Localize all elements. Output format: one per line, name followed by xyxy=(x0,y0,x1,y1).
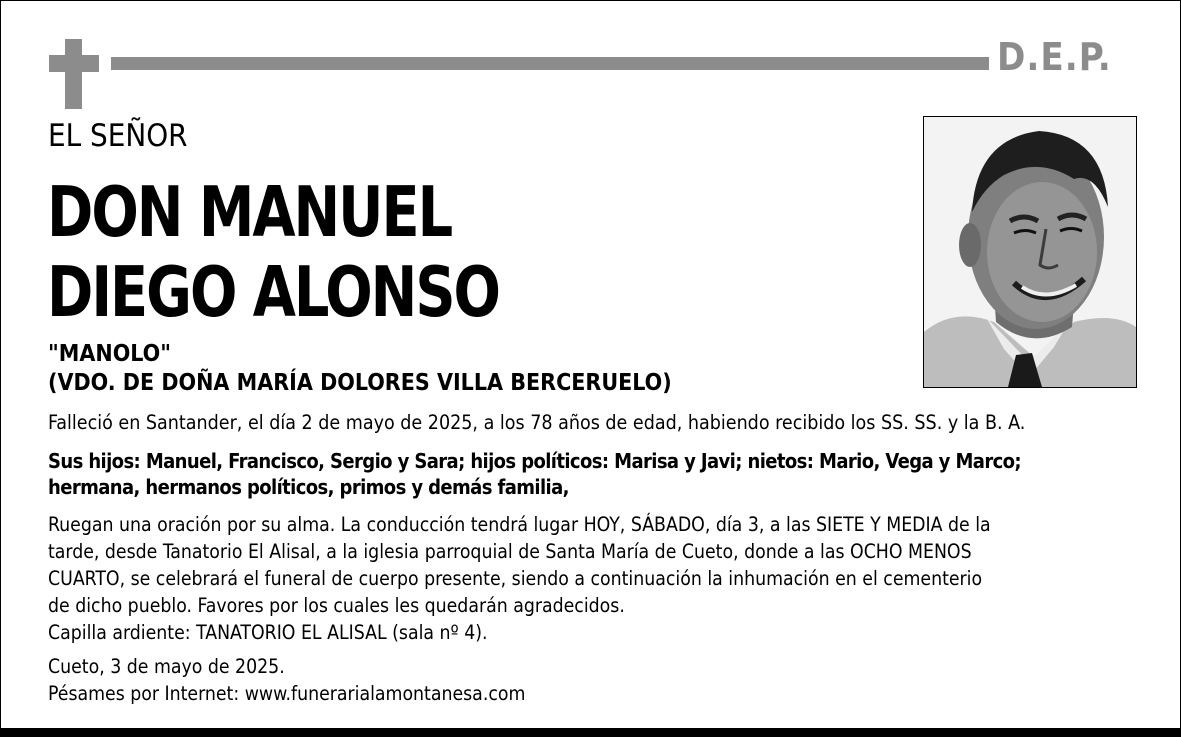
deceased-name-line1: DON MANUEL xyxy=(47,171,452,253)
funeral-line4: de dicho pueblo. Favores por los cuales les quedarán agradecidos. xyxy=(48,594,625,617)
funeral-line1: Ruegan una oración por su alma. La conducción tendrá lugar HOY, SÁBADO, día 3, a las SIETE Y MEDIA de la xyxy=(48,513,991,536)
family-line1: Sus hijos: Manuel, Francisco, Sergio y Sara; hijos políticos: Marisa y Javi; nietos: Mario, Vega y Marco; xyxy=(48,449,1022,473)
funeral-line2: tarde, desde Tanatorio El Alisal, a la iglesia parroquial de Santa María de Cueto, donde a las OCHO MENOS xyxy=(48,540,972,563)
widow-of: (VDO. DE DOÑA MARÍA DOLORES VILLA BERCERUELO) xyxy=(48,370,672,396)
nickname: "MANOLO" xyxy=(48,341,172,367)
deceased-name-line2: DIEGO ALONSO xyxy=(47,251,499,333)
bottom-rule xyxy=(1,728,1181,736)
funeral-line3: CUARTO, se celebrará el funeral de cuerpo presente, siendo a continuación la inhumación en el cementerio xyxy=(48,567,983,590)
death-notice: Falleció en Santander, el día 2 de mayo de 2025, a los 78 años de edad, habiendo recibido los SS. SS. y la B. A. xyxy=(48,411,1026,434)
header-rule xyxy=(111,57,989,70)
honorific: EL SEÑOR xyxy=(48,118,188,154)
family-line2: hermana, hermanos políticos, primos y demás familia, xyxy=(48,475,569,499)
dep-label: D.E.P. xyxy=(997,35,1112,79)
portrait-photo xyxy=(923,116,1137,388)
chapel-info: Capilla ardiente: TANATORIO EL ALISAL (sala nº 4). xyxy=(48,621,488,644)
place-date: Cueto, 3 de mayo de 2025. xyxy=(48,655,285,678)
condolences-online: Pésames por Internet: www.funerarialamontanesa.com xyxy=(48,682,526,705)
